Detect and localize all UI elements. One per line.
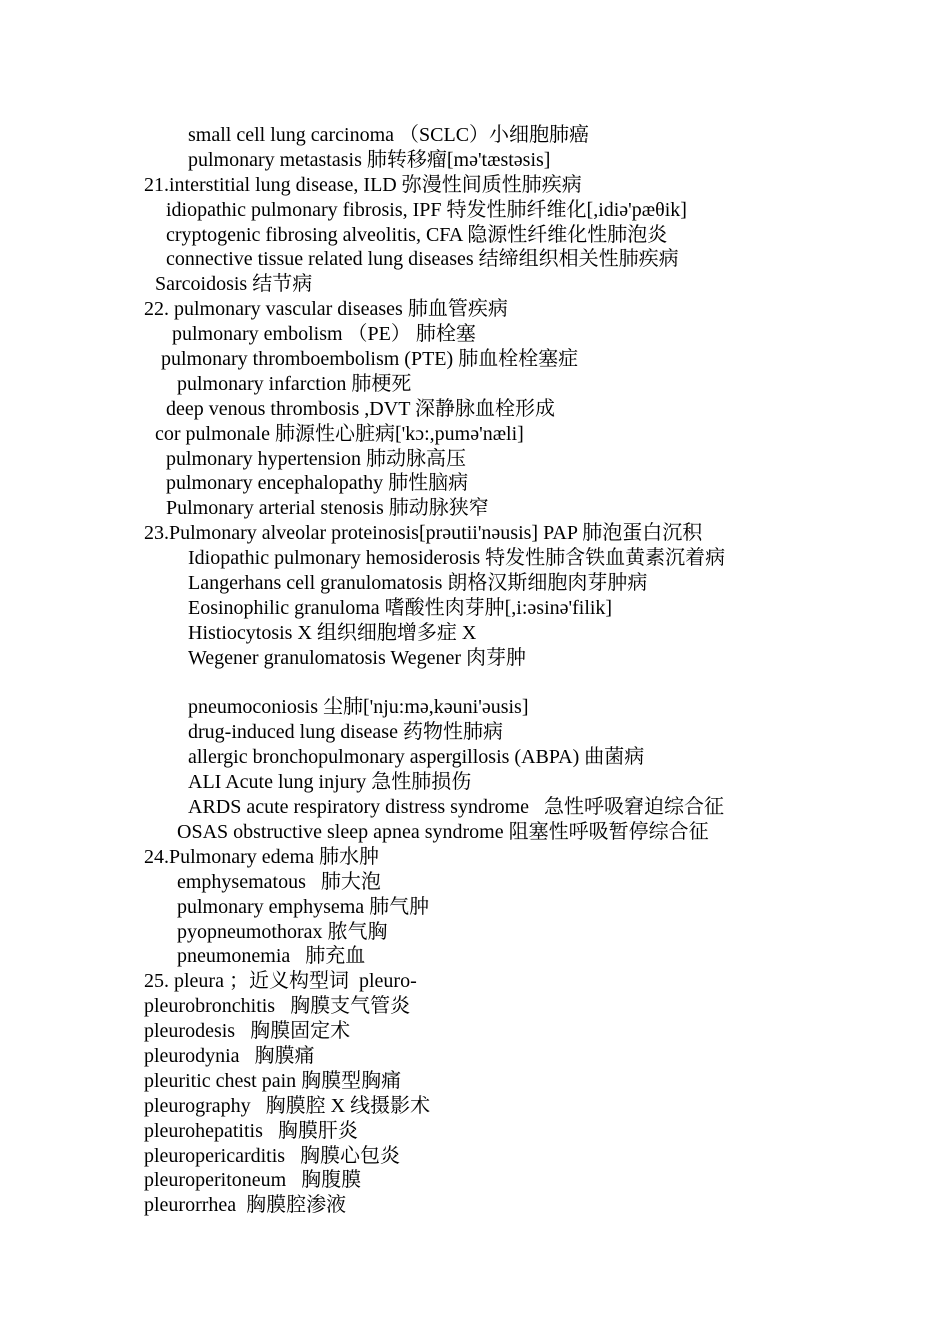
section-heading: 25. pleura ；近义构型词 pleuro- xyxy=(144,970,417,993)
list-item: pleurography 胸膜腔 X 线摄影术 xyxy=(144,1094,431,1117)
list-item: Pulmonary arterial stenosis 肺动脉狭窄 xyxy=(166,497,489,520)
section-heading: 24.Pulmonary edema 肺水肿 xyxy=(144,845,379,868)
list-item: small cell lung carcinoma （SCLC）小细胞肺癌 xyxy=(188,124,590,146)
list-item: pneumoconiosis 尘肺['nju:mə,kəuni'əusis] xyxy=(188,696,529,719)
section-heading: 21.interstitial lung disease, ILD 弥漫性间质性肺疾病 xyxy=(144,173,582,196)
list-item: emphysematous 肺大泡 xyxy=(177,870,381,893)
list-item: Sarcoidosis 结节病 xyxy=(155,273,313,296)
list-item: pleuroperitoneum 胸腹膜 xyxy=(144,1169,362,1192)
list-item: pleurodynia 胸膜痛 xyxy=(144,1044,315,1067)
list-item: Idiopathic pulmonary hemosiderosis 特发性肺含铁血黄素沉着病 xyxy=(188,547,726,570)
list-item: idiopathic pulmonary fibrosis, IPF 特发性肺纤维化[,idiə'pæθik] xyxy=(166,198,687,221)
list-item: deep venous thrombosis ,DVT 深静脉血栓形成 xyxy=(166,397,556,420)
section-heading: 22. pulmonary vascular diseases 肺血管疾病 xyxy=(144,298,508,321)
list-item: Eosinophilic granuloma 嗜酸性肉芽肿[,i:əsinə'filik] xyxy=(188,596,613,619)
list-item: cryptogenic fibrosing alveolitis, CFA 隐源性纤维化性肺泡炎 xyxy=(166,223,668,246)
list-item: OSAS obstructive sleep apnea syndrome 阻塞性呼吸暂停综合征 xyxy=(177,820,709,843)
list-item: pleurorrhea 胸膜腔渗液 xyxy=(144,1194,347,1217)
list-item: ALI Acute lung injury 急性肺损伤 xyxy=(188,771,472,794)
list-item: pleurodesis 胸膜固定术 xyxy=(144,1020,351,1043)
terminology-list xyxy=(0,123,950,1218)
list-item: pleurohepatitis 胸膜肝炎 xyxy=(144,1119,358,1142)
list-item: pulmonary thromboembolism (PTE) 肺血栓栓塞症 xyxy=(161,348,579,371)
list-item: cor pulmonale 肺源性心脏病['kɔ:,pumə'næli] xyxy=(155,422,524,445)
list-item: pulmonary encephalopathy 肺性脑病 xyxy=(166,472,469,495)
list-item: drug-induced lung disease 药物性肺病 xyxy=(188,721,503,744)
list-item: pneumonemia 肺充血 xyxy=(177,945,366,968)
list-item: Langerhans cell granulomatosis 朗格汉斯细胞肉芽肿病 xyxy=(188,572,648,595)
list-item: pleuropericarditis 胸膜心包炎 xyxy=(144,1144,401,1167)
list-item: pulmonary infarction 肺梗死 xyxy=(177,372,412,395)
list-item: pulmonary metastasis 肺转移瘤[mə'tæstəsis] xyxy=(188,148,551,171)
list-item: pulmonary embolism （PE） 肺栓塞 xyxy=(172,323,476,346)
list-item: pleurobronchitis 胸膜支气管炎 xyxy=(144,995,411,1018)
section-heading: 23.Pulmonary alveolar proteinosis[prəutii'nəusis] PAP 肺泡蛋白沉积 xyxy=(144,522,703,545)
blank-line xyxy=(0,671,950,696)
list-item: pulmonary hypertension 肺动脉高压 xyxy=(166,447,466,470)
list-item: connective tissue related lung diseases 结缔组织相关性肺疾病 xyxy=(166,248,679,271)
list-item: Wegener granulomatosis Wegener 肉芽肿 xyxy=(188,646,526,669)
list-item: ARDS acute respiratory distress syndrome 急性呼吸窘迫综合征 xyxy=(188,796,725,819)
list-item: pyopneumothorax 脓气胸 xyxy=(177,920,388,943)
list-item: pulmonary emphysema 肺气肿 xyxy=(177,895,430,918)
list-item: pleuritic chest pain 胸膜型胸痛 xyxy=(144,1069,402,1092)
list-item: Histiocytosis X 组织细胞增多症 X xyxy=(188,621,477,644)
list-item: allergic bronchopulmonary aspergillosis (ABPA) 曲菌病 xyxy=(188,746,645,769)
